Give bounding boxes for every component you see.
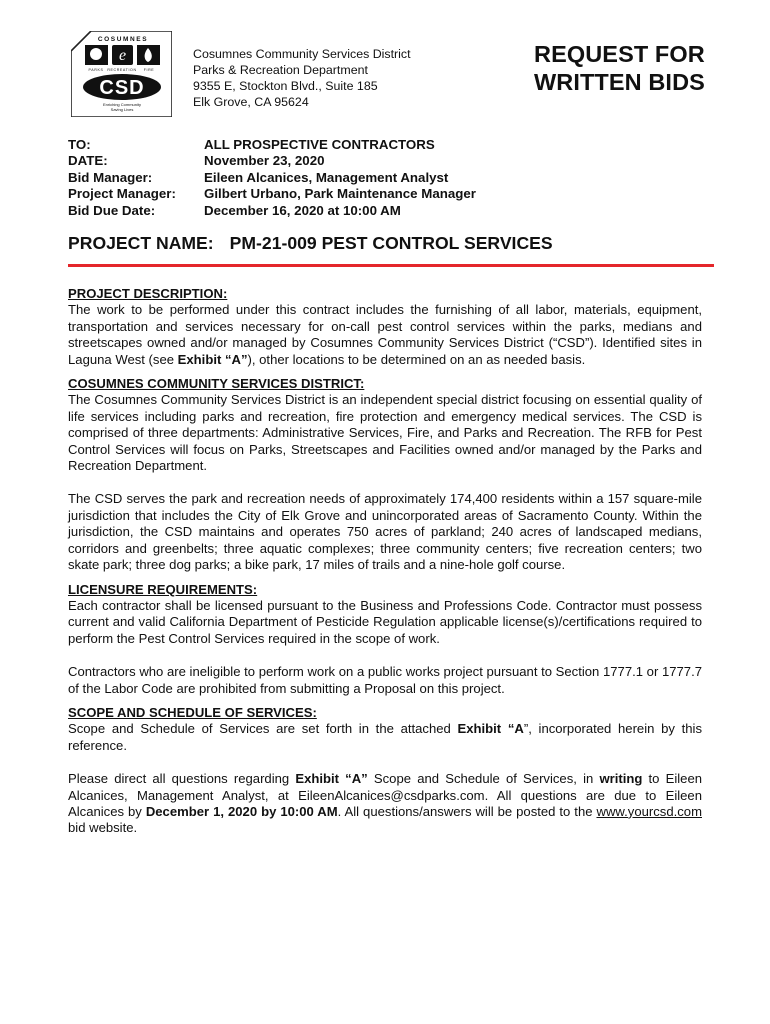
project-manager-label: Project Manager: xyxy=(68,186,176,202)
logo-fire: FIRE xyxy=(143,68,155,72)
section-heading-scope: SCOPE AND SCHEDULE OF SERVICES: xyxy=(68,704,317,720)
logo-parks: PARKS xyxy=(88,68,104,72)
district-paragraph-2: The CSD serves the park and recreation needs of approximately 174,400 residents within a 157 square-mile jurisdiction that includes the City of Elk Grove and unincorporated areas of Sacramento County. Within the jurisdiction, the CSD maintains and operates 750 acres of parkland; 240 acres of landscaped medians, corridors and greenbelts; three aquatic complexes; three community centers; five recreation centers; two skate park; three dog parks; a bike park, 17 miles of trails and a nine-hole golf course. xyxy=(68,491,702,573)
section-heading-description: PROJECT DESCRIPTION: xyxy=(68,286,228,301)
address-line: Parks & Recreation Department xyxy=(193,63,368,77)
to-value: ALL PROSPECTIVE CONTRACTORS xyxy=(204,137,435,152)
address-line: 9355 E, Stockton Blvd., Suite 185 xyxy=(193,79,378,93)
date-label: DATE: xyxy=(68,153,108,169)
scope-paragraph-2: Please direct all questions regarding Exhibit “A” Scope and Schedule of Services, in writing to Eileen Alcanices, Management Analyst, at EileenAlcanices@csdparks.com. All questions are due to Eileen Alcanices by December 1, 2020 by 10:00 AM. All questions/answers will be posted to the www.yourcsd.com bid website. xyxy=(68,771,703,836)
logo-tagline-1: Enriching Community xyxy=(102,102,142,107)
bid-manager-label: Bid Manager: xyxy=(68,169,153,185)
exhibit-ref: Exhibit “A xyxy=(457,721,524,737)
licensure-paragraph-1: Each contractor shall be licensed pursuant to the Business and Professions Code. Contractor must possess current and valid California Department of Pesticide Regulation applicable license(s)/certifications required to perform the Pest Control Services required in the scope of work. xyxy=(68,597,702,646)
divider-rule xyxy=(68,264,714,267)
document-title: REQUEST FOR WRITTEN BIDS xyxy=(534,41,705,95)
address-block xyxy=(193,46,411,110)
description-paragraph: The work to be performed under this contract includes the furnishing of all labor, materials, equipment, transportation and services necessary for on-call pest control services within the parks, medians and streetscapes owned and/or managed by Cosumnes Community Services District (“CSD”). Identified sites in Laguna West (see Exhibit “A”), other locations to be determined on an as needed basis. xyxy=(68,302,702,367)
date-value: November 23, 2020 xyxy=(204,153,325,169)
header-labels xyxy=(68,137,176,219)
project-manager-value: Gilbert Urbano, Park Maintenance Manager xyxy=(204,186,476,202)
address-line: Elk Grove, CA 95624 xyxy=(193,95,309,109)
bid-due-label: Bid Due Date: xyxy=(68,202,156,218)
logo-tagline-2: Saving Lives xyxy=(110,107,134,112)
questions-due-date: December 1, 2020 by 10:00 AM xyxy=(145,803,338,819)
header-values xyxy=(204,137,476,219)
scope-paragraph-1: Scope and Schedule of Services are set forth in the attached Exhibit “A”, incorporated herein by this reference. xyxy=(68,721,702,753)
section-heading-licensure: LICENSURE REQUIREMENTS: xyxy=(68,581,258,597)
exhibit-ref: Exhibit “A” xyxy=(295,771,368,787)
exhibit-ref: Exhibit “A” xyxy=(177,351,248,367)
website-link[interactable]: www.yourcsd.com xyxy=(596,803,702,819)
logo-recreation: RECREATION xyxy=(107,68,137,72)
bid-due-value: December 16, 2020 at 10:00 AM xyxy=(204,202,401,218)
project-name-heading xyxy=(68,233,553,254)
csd-logo xyxy=(71,31,172,117)
project-name-label: PROJECT NAME: xyxy=(68,233,214,253)
logo-org-name: COSUMNES xyxy=(97,36,149,43)
bid-manager-value: Eileen Alcanices, Management Analyst xyxy=(204,169,449,185)
section-heading-district: COSUMNES COMMUNITY SERVICES DISTRICT: xyxy=(68,376,365,392)
to-label: TO: xyxy=(68,137,91,152)
svg-text:e: e xyxy=(118,47,127,64)
document-body xyxy=(68,286,702,837)
address-line: Cosumnes Community Services District xyxy=(193,47,411,61)
district-paragraph-1: The Cosumnes Community Services District is an independent special district focusing on essential quality of life services including parks and recreation, fire protection and emergency medical services. The CSD is comprised of three departments: Administrative Services, Fire, and Parks and Recreation. The RFB for Pest Control Services will focus on Parks, Streetscapes and Facilities owned and/or managed by the Parks and Recreation Department. xyxy=(68,392,702,474)
writing-emphasis: writing xyxy=(599,771,643,787)
project-name-value: PM-21-009 PEST CONTROL SERVICES xyxy=(229,233,553,253)
licensure-paragraph-2: Contractors who are ineligible to perform work on a public works project pursuant to Section 1777.1 or 1777.7 of the Labor Code are prohibited from submitting a Proposal on this project. xyxy=(68,664,702,696)
logo-mark: CSD xyxy=(99,77,145,99)
